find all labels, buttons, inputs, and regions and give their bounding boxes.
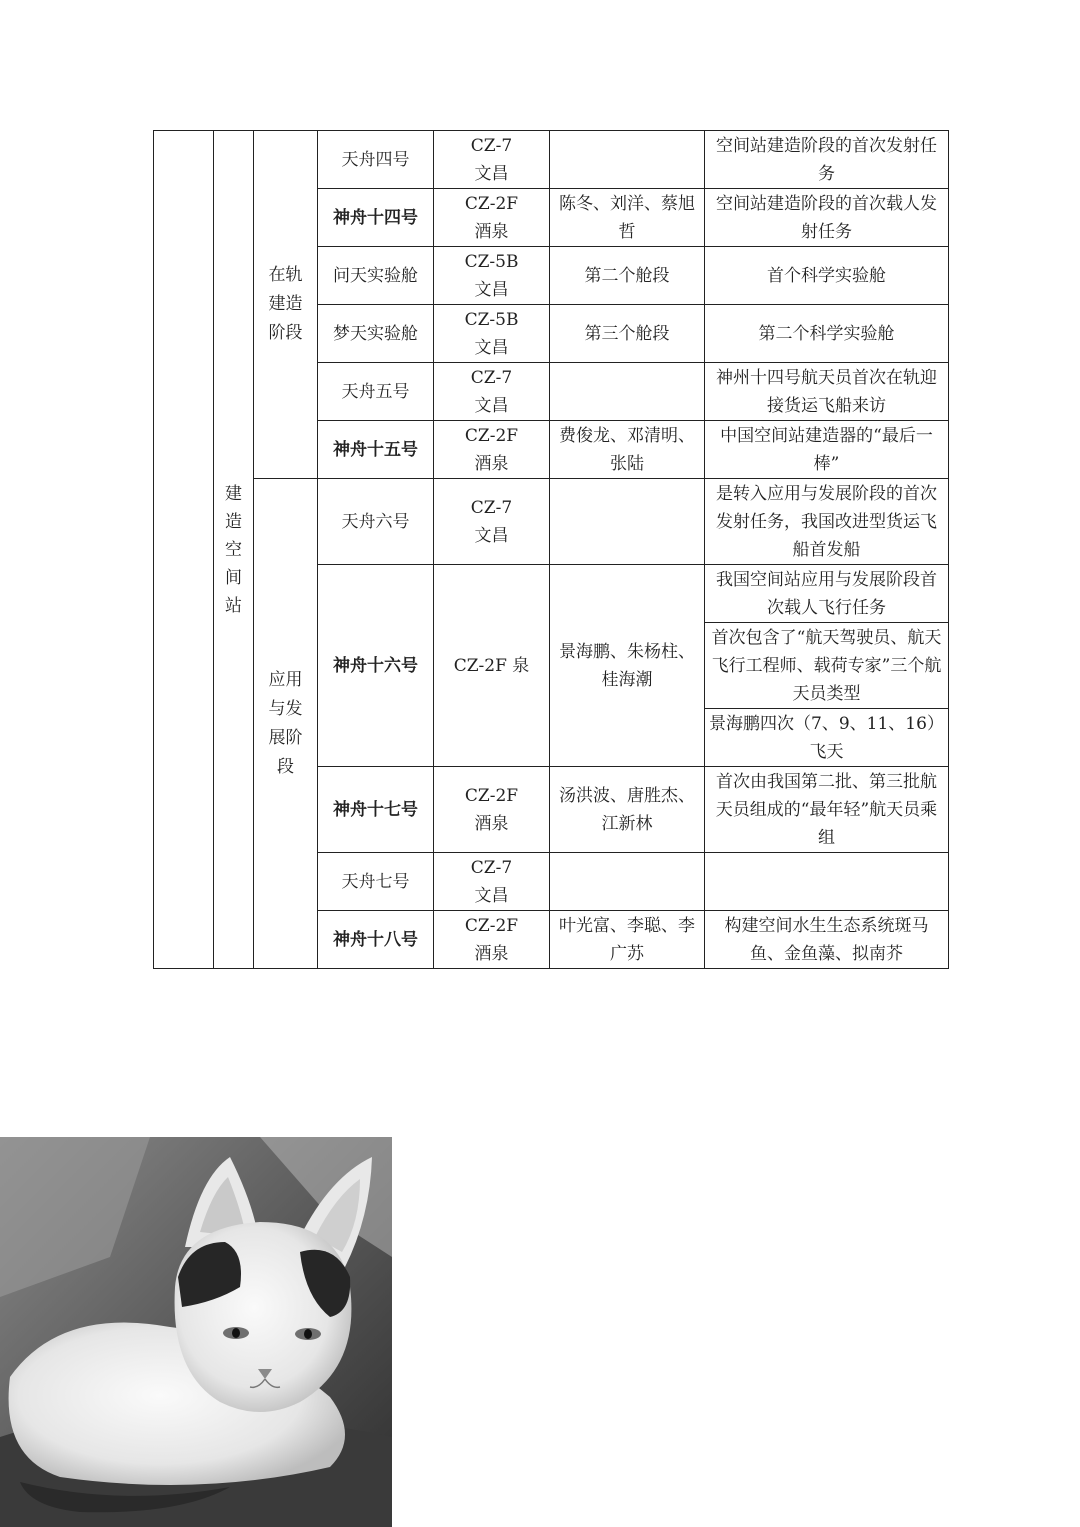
launch-info bbox=[434, 363, 550, 421]
note-cell: 空间站建造阶段的首次发射任务 bbox=[705, 131, 949, 189]
launch-info bbox=[434, 479, 550, 565]
launch-site: 文昌 bbox=[474, 337, 509, 358]
note-cell: 首次由我国第二批、第三批航天员组成的“最年轻”航天员乘组 bbox=[705, 767, 949, 853]
crew-cell: 第三个舱段 bbox=[550, 305, 705, 363]
launch-site: 酒泉 bbox=[474, 943, 509, 964]
rocket-model: CZ-2F bbox=[464, 785, 519, 806]
mission-name: 神舟十八号 bbox=[318, 911, 434, 969]
launch-info bbox=[434, 131, 550, 189]
phase-label: 建造空间站 bbox=[225, 483, 242, 616]
cat-photo bbox=[0, 1137, 392, 1527]
launch-site: 文昌 bbox=[474, 163, 509, 184]
launch-info bbox=[434, 853, 550, 911]
note-cell: 是转入应用与发展阶段的首次发射任务，我国改进型货运飞船首发船 bbox=[705, 479, 949, 565]
rocket-model: CZ-2F 泉 bbox=[453, 655, 530, 676]
rocket-model: CZ-5B bbox=[464, 309, 519, 330]
launch-info bbox=[434, 247, 550, 305]
launch-info bbox=[434, 189, 550, 247]
mission-name: 天舟五号 bbox=[318, 363, 434, 421]
rocket-model: CZ-7 bbox=[470, 857, 513, 878]
rocket-model: CZ-7 bbox=[470, 135, 513, 156]
rocket-model: CZ-2F bbox=[464, 425, 519, 446]
subphase-app-cell bbox=[254, 479, 318, 969]
launch-info bbox=[434, 565, 550, 767]
crew-cell: 陈冬、刘洋、蔡旭哲 bbox=[550, 189, 705, 247]
space-station-mission-table bbox=[153, 130, 949, 969]
note-cell: 首次包含了“航天驾驶员、航天飞行工程师、载荷专家”三个航天员类型 bbox=[705, 623, 949, 709]
mission-name: 天舟六号 bbox=[318, 479, 434, 565]
crew-cell bbox=[550, 131, 705, 189]
mission-name: 神舟十六号 bbox=[318, 565, 434, 767]
mission-name: 梦天实验舱 bbox=[318, 305, 434, 363]
launch-site: 酒泉 bbox=[474, 453, 509, 474]
table-row bbox=[154, 479, 949, 565]
mission-name: 神舟十七号 bbox=[318, 767, 434, 853]
launch-site: 酒泉 bbox=[474, 813, 509, 834]
mission-name: 问天实验舱 bbox=[318, 247, 434, 305]
launch-site: 文昌 bbox=[474, 525, 509, 546]
rocket-model: CZ-2F bbox=[464, 193, 519, 214]
note-cell: 第二个科学实验舱 bbox=[705, 305, 949, 363]
blank-column-cell bbox=[154, 131, 214, 969]
mission-name: 天舟四号 bbox=[318, 131, 434, 189]
launch-site: 酒泉 bbox=[474, 221, 509, 242]
crew-cell: 第二个舱段 bbox=[550, 247, 705, 305]
rocket-model: CZ-5B bbox=[464, 251, 519, 272]
crew-cell: 景海鹏、朱杨柱、桂海潮 bbox=[550, 565, 705, 767]
mission-name: 神舟十四号 bbox=[318, 189, 434, 247]
crew-cell bbox=[550, 479, 705, 565]
launch-site: 文昌 bbox=[474, 279, 509, 300]
launch-site: 文昌 bbox=[474, 395, 509, 416]
launch-info bbox=[434, 421, 550, 479]
launch-info bbox=[434, 767, 550, 853]
crew-cell: 叶光富、李聪、李广苏 bbox=[550, 911, 705, 969]
note-cell: 空间站建造阶段的首次载人发射任务 bbox=[705, 189, 949, 247]
crew-cell bbox=[550, 363, 705, 421]
rocket-model: CZ-2F bbox=[464, 915, 519, 936]
subphase-orbit-label: 在轨建造阶段 bbox=[268, 265, 303, 343]
subphase-orbit-cell bbox=[254, 131, 318, 479]
subphase-app-label: 应用与发展阶段 bbox=[268, 669, 303, 777]
mission-name: 神舟十五号 bbox=[318, 421, 434, 479]
note-cell bbox=[705, 853, 949, 911]
launch-site: 文昌 bbox=[474, 885, 509, 906]
table-row bbox=[154, 131, 949, 189]
note-cell: 首个科学实验舱 bbox=[705, 247, 949, 305]
launch-info bbox=[434, 305, 550, 363]
crew-cell: 费俊龙、邓清明、张陆 bbox=[550, 421, 705, 479]
note-cell: 中国空间站建造器的“最后一棒” bbox=[705, 421, 949, 479]
rocket-model: CZ-7 bbox=[470, 367, 513, 388]
crew-cell: 汤洪波、唐胜杰、江新林 bbox=[550, 767, 705, 853]
note-cell: 我国空间站应用与发展阶段首次载人飞行任务 bbox=[705, 565, 949, 623]
note-cell: 神州十四号航天员首次在轨迎接货运飞船来访 bbox=[705, 363, 949, 421]
launch-info bbox=[434, 911, 550, 969]
rocket-model: CZ-7 bbox=[470, 497, 513, 518]
cat-illustration bbox=[0, 1137, 392, 1527]
note-cell: 构建空间水生生态系统斑马鱼、金鱼藻、拟南芥 bbox=[705, 911, 949, 969]
mission-name: 天舟七号 bbox=[318, 853, 434, 911]
note-cell: 景海鹏四次（7、9、11、16）飞天 bbox=[705, 709, 949, 767]
crew-cell bbox=[550, 853, 705, 911]
phase-label-cell bbox=[214, 131, 254, 969]
